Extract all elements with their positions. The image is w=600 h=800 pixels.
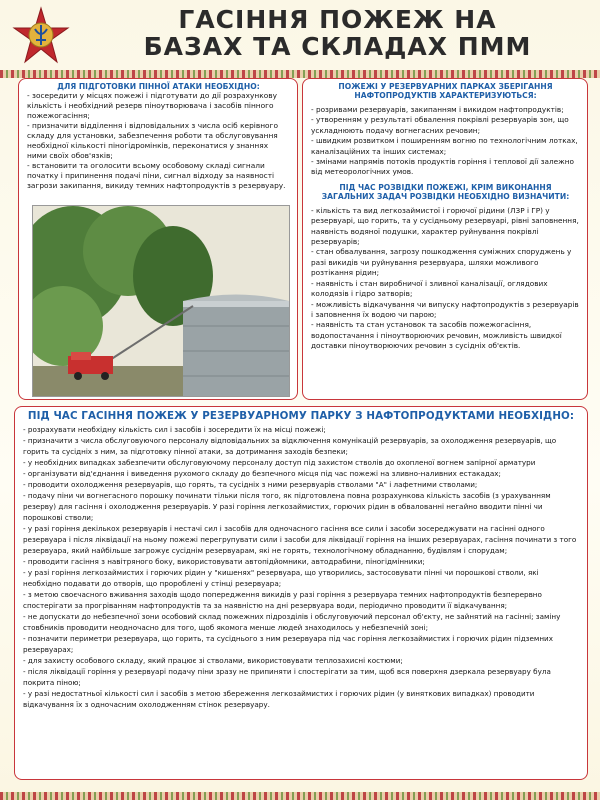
list-item: - не допускати до небезпечної зони особовий склад пожежних підрозділів і обслуговуючий персонал об'єкту, не зайнятий на гасінні; заміну стовбників проводити неодночасно для того, щоб якомога менше людей знаходилось у небезпечній зоні; xyxy=(23,612,561,632)
foam-attack-heading: ДЛЯ ПІДГОТОВКИ ПІННОЇ АТАКИ НЕОБХІДНО: xyxy=(57,82,260,91)
list-item: - встановити та оголосити всьому особовому складі сигнали початку і припинення подачі піни, сигнал відходу за наявності загрози закипання, викиду темних нафтопродуктів з резервуару. xyxy=(27,161,286,190)
list-item: - з метою своєчасного вживання заходів щодо попередження викидів у разі горіння з резервуара темних нафтопродуктів безперервно спостерігати за прогріванням нафтопродуктів та за наявністю на дні резервуара води, періодично проводити її відкачування; xyxy=(23,590,542,610)
military-emblem-icon xyxy=(10,6,72,66)
list-item: - наявність і стан виробничої і зливної каналізації, оглядових колодязів і гідро затворів; xyxy=(311,278,548,299)
list-item: - проводити охолодження резервуарів, що горять, та сусідніх з ними резервуарів стволами "А" і лафетними стволами; xyxy=(23,480,478,489)
extinguishing-heading: ПІД ЧАС ГАСІННЯ ПОЖЕЖ У РЕЗЕРВУАРНОМУ ПАРКУ З НАФТОПРОДУКТАМИ НЕОБХІДНО: xyxy=(27,410,575,422)
list-item: - у разі горіння легкозаймистих і горючих рідин у "кишенях" резервуара, що утворились, застосовувати пінні чи порошкові стволи, які необхідно подавати до отворів, що пророблені у стінці резервуара; xyxy=(23,568,539,588)
list-item: - для захисту особового складу, який працює зі стволами, використовувати теплозахисні костюми; xyxy=(23,656,403,665)
ornament-border-bottom xyxy=(0,792,600,800)
extinguishing-panel xyxy=(14,406,588,780)
list-item: - у разі горіння декількох резервуарів і нестачі сил і засобів для одночасного гасіння все сили і засоби зосереджувати на гасінні одного резервуара і після ліквідації на ньому пожежі перегрупувати сили і засоби для ліквідації горіння на інших резервуарах, гасіння починати з того резервуара, який найбільше загрожує сусіднім резервуарам, які не горять, технологічному обладнанню, будівлям і спорудам; xyxy=(23,524,577,555)
list-item: - розривами резервуарів, закипанням і викидом нафтопродуктів; xyxy=(311,105,564,114)
reconnaissance-heading: ПІД ЧАС РОЗВІДКИ ПОЖЕЖІ, КРІМ ВИКОНАННЯ ЗАГАЛЬНИХ ЗАДАЧ РОЗВІДКИ НЕОБХІДНО ВИЗНАЧИТИ: xyxy=(321,182,570,201)
title-line-1: ГАСІННЯ ПОЖЕЖ НА xyxy=(178,5,497,34)
tank-park-features-heading: ПОЖЕЖІ У РЕЗЕРВУАРНИХ ПАРКАХ ЗБЕРІГАННЯ НАФТОПРОДУКТІВ ХАРАКТЕРИЗУЮТЬСЯ: xyxy=(338,82,553,100)
list-item: - кількість та вид легкозаймистої і горючої рідини (ЛЗР і ГР) у резервуарі, що горить, та у сусідньому резервуарі, рівні заповнення, наявність водяної подушки, характер руйнування покрівлі резервуарів; xyxy=(311,205,579,247)
list-item: - можливість відкачування чи випуску нафтопродуктів з резервуарів і заповнення їх водою чи парою; xyxy=(311,299,579,319)
list-item: - позначити периметри резервуара, що горить, та сусіднього з ним резервуара під час горіння легкозаймистих і горючих рідин підземних резервуарах; xyxy=(23,634,553,654)
list-item: - призначити з числа обслуговуючого персоналу відповідальних за відключення комунікацій резервуарів, за охолодження резервуарів, що горить та сусідніх з ним, за підготовку пінної атаки, за дотримання заходів безпеки; xyxy=(23,436,557,456)
list-item: - організувати від'єднання і виведення рухомого складу до безпечного місця під час пожежі на зливно-наливних естакадах; xyxy=(23,469,501,478)
list-item: - стан обвалування, загрозу пошкодження суміжних споруджень у разі викидів чи руйнування резервуара, шляхи можливого розтікання рідин; xyxy=(311,247,572,278)
title-line-2: БАЗАХ ТА СКЛАДАХ ПММ xyxy=(143,32,532,61)
list-item: - утворенням у результаті обвалення покрівлі резервуарів зон, що ускладнюють подачу вогнегасних речовин; xyxy=(311,115,569,135)
list-item: - змінами напрямів потоків продуктів горіння і теплової дії залежно від метеорологічних умов. xyxy=(311,157,574,177)
list-item: - зосередити у місцях пожежі і підготувати до дії розрахункову кількість і необхідний резерв піноутворювача і засобів пінного пожежогасіння; xyxy=(27,91,277,120)
list-item: - швидким розвитком і поширенням вогню по технологічним лотках, каналізаційних та інших системах; xyxy=(311,136,578,156)
list-item: - у разі недостатньої кількості сил і засобів з метою збереження легкозаймистих і горючих рідин (у виняткових випадках) проводити відкачування їх з одночасним охолодженням стінок резервуару. xyxy=(23,689,535,709)
list-item: - наявність та стан установок та засобів пожежогасіння, водопостачання і піноутворюючих речовин, можливість швидкої доставки піноутворюючих речовин з сусідніх об'єктів. xyxy=(311,320,562,351)
page-title xyxy=(80,6,595,64)
list-item: - розрахувати необхідну кількість сил і засобів і зосередити їх на місці пожежі; xyxy=(23,425,326,434)
tank-park-panel xyxy=(302,78,588,400)
list-item: - проводити гасіння з навітряного боку, використовувати автопідйомники, автодрабини, піногідмінники; xyxy=(23,557,425,566)
tank-fire-photo xyxy=(32,205,290,397)
list-item: - подачу піни чи вогнегасного порошку починати тільки після того, як підготовлена повна розрахункова кількість засобів (з урахуванням резерву) для гасіння і охолодження резервуарів. У разі горіння легкозаймистих, горючих рідин в обвалованні негайно вводити пінні чи порошкові стволи; xyxy=(23,491,551,522)
list-item: - у необхідних випадках забезпечити обслуговуючому персоналу доступ під захистом стволів до охопленої вогнем запірної арматури xyxy=(23,458,536,467)
list-item: - призначити відділення і відповідальних з числа осіб керівного складу для установки, забезпечення роботи та обслуговування необхідної кількості піногідромінків, переконатися у знаннях ними своїх обов'язків; xyxy=(27,121,278,160)
ornament-border-top xyxy=(0,70,600,78)
list-item: - після ліквідації горіння у резервуарі подачу піни зразу не припиняти і спостерігати за тим, щоб вся поверхня дзеркала резервуару була покрита піною; xyxy=(23,667,551,687)
